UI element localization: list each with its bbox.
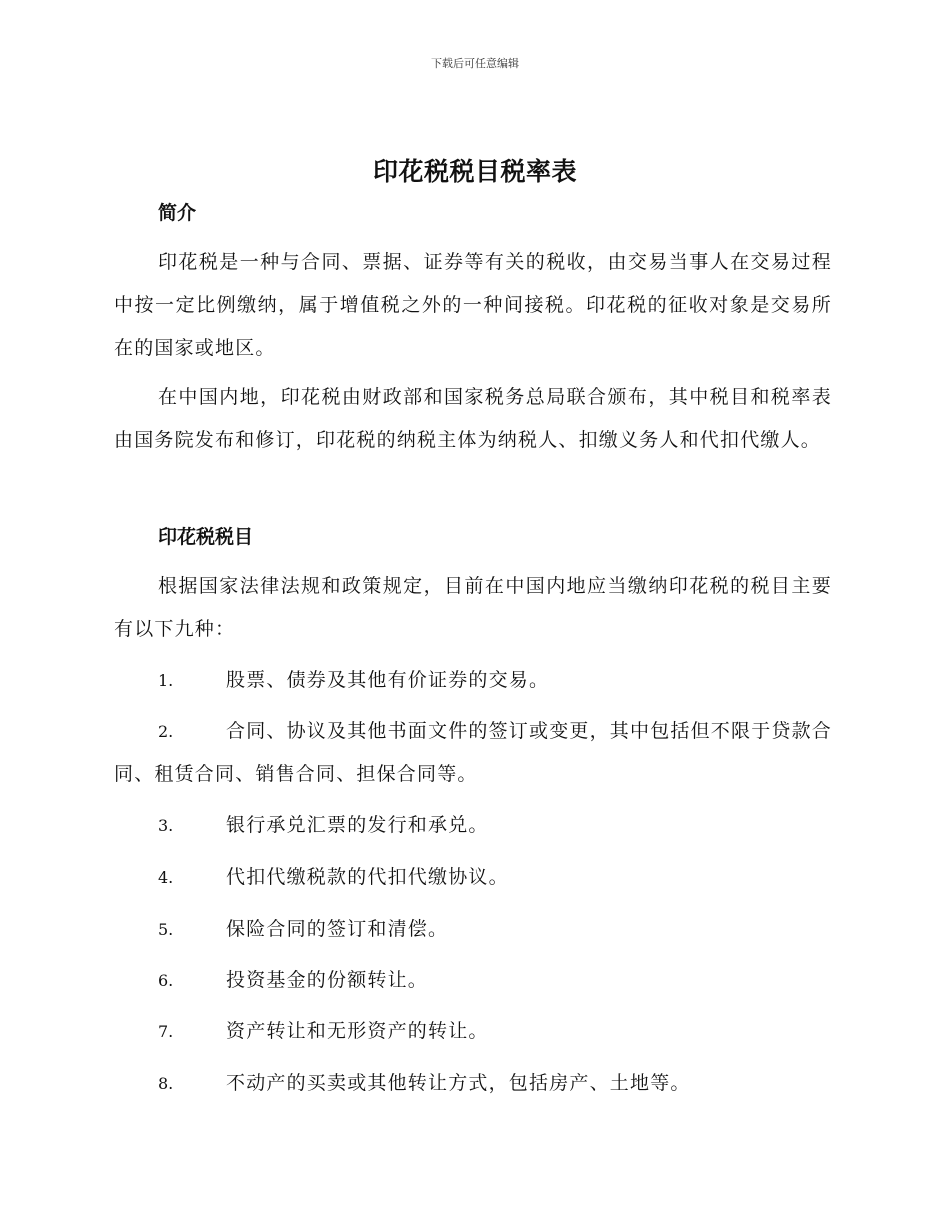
document-title: 印花税税目税率表 <box>372 157 577 186</box>
list-item-text: 投资基金的份额转让。 <box>226 969 429 991</box>
list-item-text: 银行承兑汇票的发行和承兑。 <box>226 814 489 836</box>
list-item <box>114 710 832 796</box>
section-heading-items: 印花税税目 <box>158 526 254 548</box>
list-item <box>114 959 832 1002</box>
list-item <box>114 1062 832 1105</box>
list-item-text: 代扣代缴税款的代扣代缴协议。 <box>226 866 509 888</box>
list-item-text: 保险合同的签订和清偿。 <box>226 918 449 940</box>
list-item-number: 6. <box>158 971 174 990</box>
list-item-text: 不动产的买卖或其他转让方式，包括房产、土地等。 <box>226 1072 691 1094</box>
list-item-text: 股票、债券及其他有价证券的交易。 <box>226 669 550 691</box>
list-item <box>114 856 832 899</box>
list-item-text: 合同、协议及其他书面文件的签订或变更，其中包括但不限于贷款合同、租赁合同、销售合同、担保合同等。 <box>114 720 833 785</box>
list-item <box>114 908 832 951</box>
intro-paragraph-1: 印花税是一种与合同、票据、证券等有关的税收，由交易当事人在交易过程中按一定比例缴纳，属于增值税之外的一种间接税。印花税的征收对象是交易所在的国家或地区。 <box>114 251 832 359</box>
list-item-number: 5. <box>158 920 174 939</box>
intro-paragraph-2: 在中国内地，印花税由财政部和国家税务总局联合颁布，其中税目和税率表由国务院发布和修订，印花税的纳税主体为纳税人、扣缴义务人和代扣代缴人。 <box>114 386 832 451</box>
items-lead-paragraph: 根据国家法律法规和政策规定，目前在中国内地应当缴纳印花税的税目主要有以下九种： <box>114 575 832 640</box>
list-item-number: 1. <box>158 671 174 690</box>
list-item-number: 3. <box>158 816 174 835</box>
list-item-number: 4. <box>158 868 174 887</box>
list-item-number: 8. <box>158 1074 174 1093</box>
list-item-number: 2. <box>158 722 174 741</box>
list-item-text: 资产转让和无形资产的转让。 <box>226 1020 489 1042</box>
list-item <box>114 659 832 702</box>
list-item <box>114 1010 832 1053</box>
list-item <box>114 804 832 847</box>
section-heading-intro: 简介 <box>158 202 197 224</box>
list-item-number: 7. <box>158 1022 174 1041</box>
page-header: 下载后可任意编辑 <box>431 57 519 70</box>
